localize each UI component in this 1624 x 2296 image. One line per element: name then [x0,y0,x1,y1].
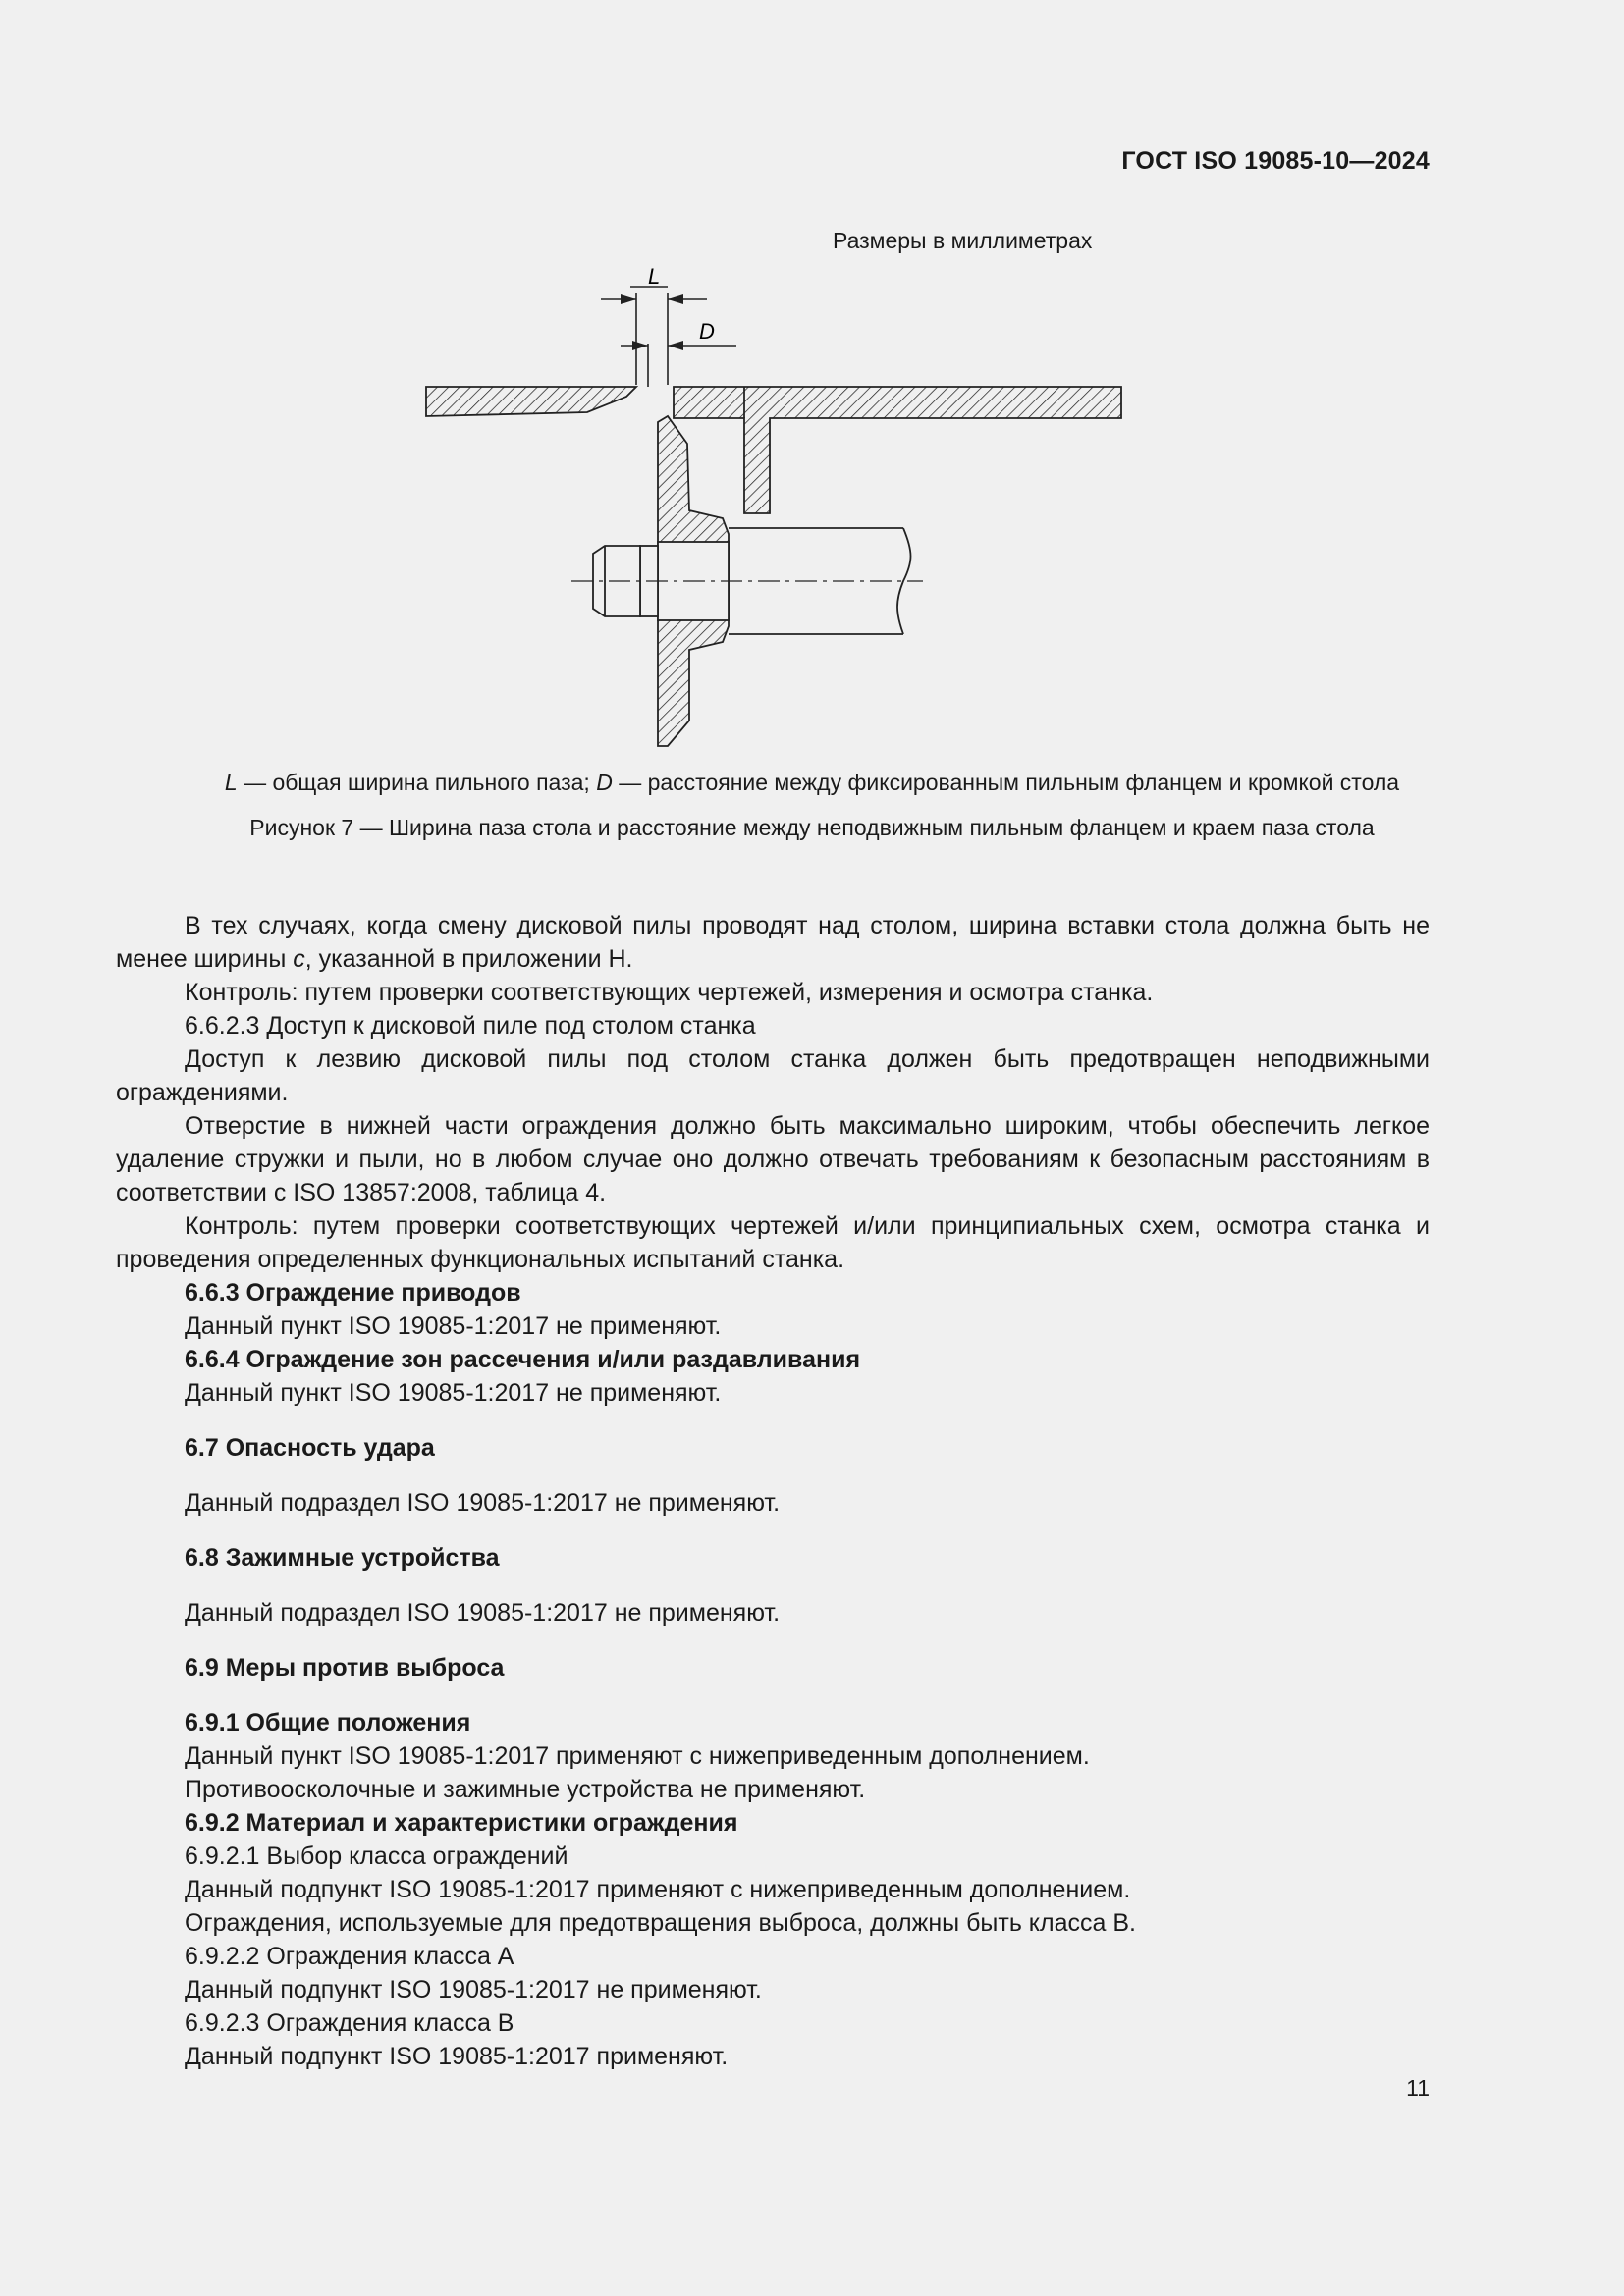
section-heading: 6.6.4 Ограждение зон рассечения и/или раздавливания [185,1346,861,1373]
label-L: L [648,267,661,289]
paragraph: Контроль: путем проверки соответствующих чертежей и/или принципиальных схем, осмотра станка и проведения определенных функциональных испытаний станка. [116,1212,1430,1273]
paragraph: Контроль: путем проверки соответствующих чертежей, измерения и осмотра станка. [185,979,1154,1006]
clause-heading: 6.6.2.3 Доступ к дисковой пиле под столом станка [185,1012,756,1040]
document-id: ГОСТ ISO 19085-10—2024 [1121,147,1430,175]
saw-slot-diagram [412,267,1139,758]
section-heading: 6.9 Меры против выброса [185,1654,505,1682]
figure-caption: Рисунок 7 — Ширина паза стола и расстояние между неподвижным пильным фланцем и краем паза стола [249,815,1375,840]
paragraph: В тех случаях, когда смену дисковой пилы проводят над столом, ширина вставки стола должна быть не менее ширины c, указанной в приложении H. [116,912,1430,973]
paragraph: Данный подпункт ISO 19085-1:2017 применяют с нижеприведенным дополнением. [185,1876,1131,1903]
section-heading: 6.8 Зажимные устройства [185,1544,500,1572]
table-right [674,387,1121,513]
body-text [116,909,1430,2073]
paragraph: Данный пункт ISO 19085-1:2017 не применяют. [185,1312,722,1340]
section-heading: 6.9.1 Общие положения [185,1709,471,1736]
paragraph: Данный подраздел ISO 19085-1:2017 не применяют. [185,1489,781,1517]
section-heading: 6.6.3 Ограждение приводов [185,1279,521,1307]
figure-7-drawing [412,267,1139,758]
table-left [426,387,636,416]
dimension-arrows [621,294,683,350]
paragraph: Доступ к лезвию дисковой пилы под столом станка должен быть предотвращен неподвижными ограждениями. [116,1045,1430,1106]
paragraph: Данный подпункт ISO 19085-1:2017 не применяют. [185,1976,762,2003]
label-D: D [699,319,715,344]
paragraph: Данный подраздел ISO 19085-1:2017 не применяют. [185,1599,781,1627]
clause-heading: 6.9.2.1 Выбор класса ограждений [185,1842,568,1870]
section-heading: 6.9.2 Материал и характеристики ограждения [185,1809,738,1837]
clause-heading: 6.9.2.3 Ограждения класса B [185,2009,514,2037]
paragraph: Отверстие в нижней части ограждения должно быть максимально широким, чтобы обеспечить легкое удаление стружки и пыли, но в любом случае оно должно отвечать требованиям к безопасным расстояниям в соответствии с ISO 13857:2008, таблица 4. [116,1112,1430,1206]
paragraph: Данный подпункт ISO 19085-1:2017 применяют. [185,2043,729,2070]
paragraph: Данный пункт ISO 19085-1:2017 не применяют. [185,1379,722,1407]
paragraph: Ограждения, используемые для предотвращения выброса, должны быть класса B. [185,1909,1136,1937]
page-number: 11 [1406,2075,1430,2101]
paragraph: Противоосколочные и зажимные устройства не применяют. [185,1776,866,1803]
dimensions-note: Размеры в миллиметрах [833,228,1093,253]
section-heading: 6.7 Опасность удара [185,1434,435,1462]
figure-legend: L — общая ширина пильного паза; D — расстояние между фиксированным пильным фланцем и кромкой стола [224,770,1400,795]
clause-heading: 6.9.2.2 Ограждения класса A [185,1943,514,1970]
paragraph: Данный пункт ISO 19085-1:2017 применяют с нижеприведенным дополнением. [185,1742,1090,1770]
